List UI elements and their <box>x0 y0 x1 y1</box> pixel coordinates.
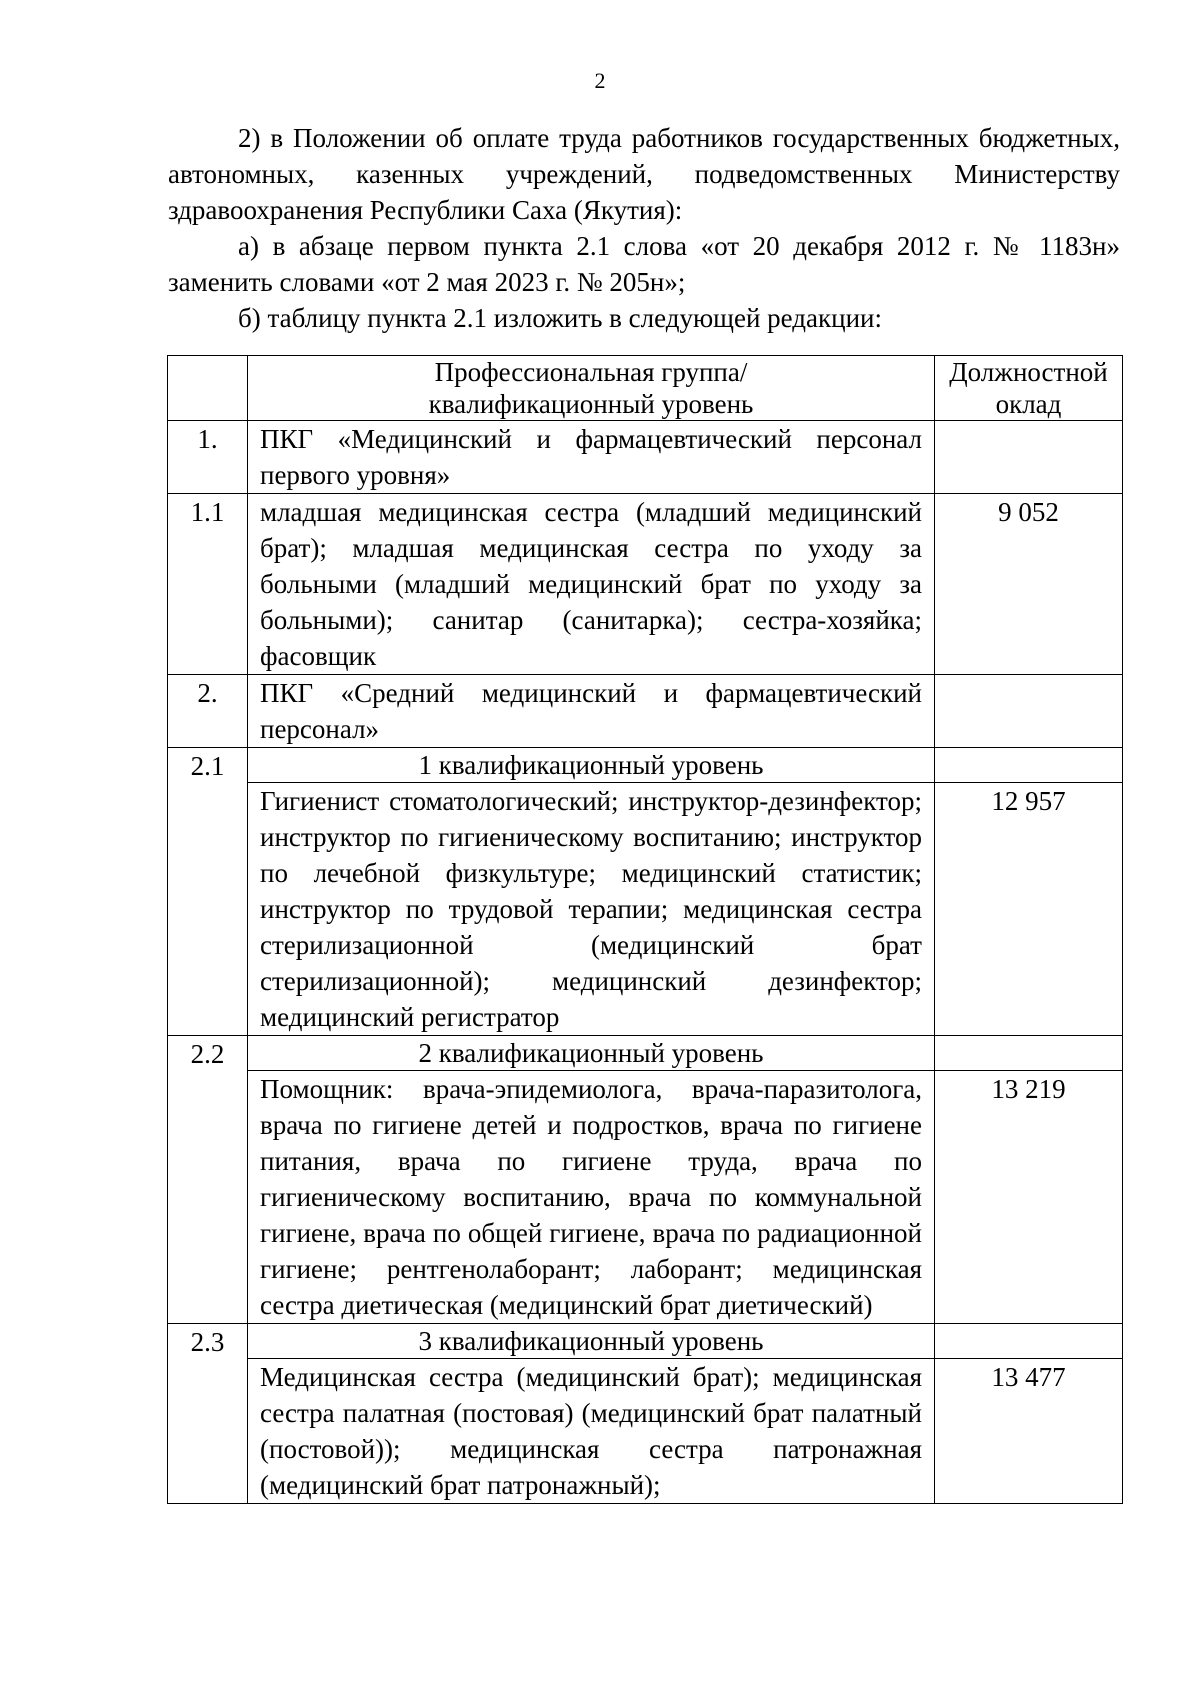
table-row <box>168 1036 1123 1071</box>
table-row <box>168 1071 1123 1324</box>
row-group-text: Гигиенист стоматологический; инструктор-дезинфектор; инструктор по гигиеническому воспитанию; инструктор по лечебной физкультуре; медицинский статистик; инструктор по трудовой терапии; медицинская сестра стерилизационной (медицинский брат стерилизационной); медицинский дезинфектор; медицинский регистратор <box>248 783 935 1036</box>
row-number: 1.1 <box>168 494 248 675</box>
row-number: 1. <box>168 421 248 494</box>
row-salary: 12 957 <box>935 783 1123 1036</box>
table-row <box>168 783 1123 1036</box>
table-row <box>168 675 1123 748</box>
table-row <box>168 494 1123 675</box>
row-group-text: ПКГ «Средний медицинский и фармацевтический персонал» <box>248 675 935 748</box>
table-header-row <box>168 356 1123 421</box>
row-group-text: Медицинская сестра (медицинский брат); медицинская сестра палатная (постовая) (медицинский брат палатный (постовой)); медицинская сестра патронажная (медицинский брат патронажный); <box>248 1359 935 1504</box>
row-salary: 9 052 <box>935 494 1123 675</box>
table-row <box>168 1324 1123 1359</box>
row-salary <box>935 421 1123 494</box>
header-salary-line1: Должностной <box>949 357 1108 387</box>
row-number: 2.3 <box>168 1324 248 1504</box>
row-salary: 13 477 <box>935 1359 1123 1504</box>
row-level-salary-empty <box>935 748 1123 783</box>
table-row <box>168 421 1123 494</box>
row-level-heading: 2 квалификационный уровень <box>248 1036 935 1071</box>
header-num-cell <box>168 356 248 421</box>
row-number: 2. <box>168 675 248 748</box>
page-number: 2 <box>594 68 606 93</box>
row-level-salary-empty <box>935 1324 1123 1359</box>
row-level-salary-empty <box>935 1036 1123 1071</box>
intro-paragraph-3: б) таблицу пункта 2.1 изложить в следующей редакции: <box>238 303 882 333</box>
row-level-heading: 3 квалификационный уровень <box>248 1324 935 1359</box>
header-group-line1: Профессиональная группа/ <box>434 357 748 387</box>
row-salary: 13 219 <box>935 1071 1123 1324</box>
row-group-text: Помощник: врача-эпидемиолога, врача-паразитолога, врача по гигиене детей и подростков, врача по гигиене питания, врача по гигиене труда, врача по гигиеническому воспитанию, врача по коммунальной гигиене, врача по общей гигиене, врача по радиационной гигиене; рентгенолаборант; лаборант; медицинская сестра диетическая (медицинский брат диетический) <box>248 1071 935 1324</box>
row-salary <box>935 675 1123 748</box>
row-number: 2.1 <box>168 748 248 1036</box>
intro-paragraph-1: 2) в Положении об оплате труда работников государственных бюджетных, автономных, казенных учреждений, подведомственных Министерству здравоохранения Республики Саха (Якутия): <box>168 123 1120 225</box>
table-row <box>168 1359 1123 1504</box>
row-level-heading: 1 квалификационный уровень <box>248 748 935 783</box>
header-salary-line2: оклад <box>995 389 1062 419</box>
table-row <box>168 748 1123 783</box>
row-group-text: ПКГ «Медицинский и фармацевтический персонал первого уровня» <box>248 421 935 494</box>
intro-paragraph-2: а) в абзаце первом пункта 2.1 слова «от 20 декабря 2012 г. № 1183н» заменить словами «от 2 мая 2023 г. № 205н»; <box>168 231 1120 297</box>
row-group-text: младшая медицинская сестра (младший медицинский брат); младшая медицинская сестра по уходу за больными (младший медицинский брат по уходу за больными); санитар (санитарка); сестра-хозяйка; фасовщик <box>248 494 935 675</box>
row-number: 2.2 <box>168 1036 248 1324</box>
header-group-line2: квалификационный уровень <box>428 389 754 419</box>
header-salary-cell <box>935 356 1123 421</box>
header-group-cell <box>248 356 935 421</box>
salary-table <box>167 355 1123 1504</box>
